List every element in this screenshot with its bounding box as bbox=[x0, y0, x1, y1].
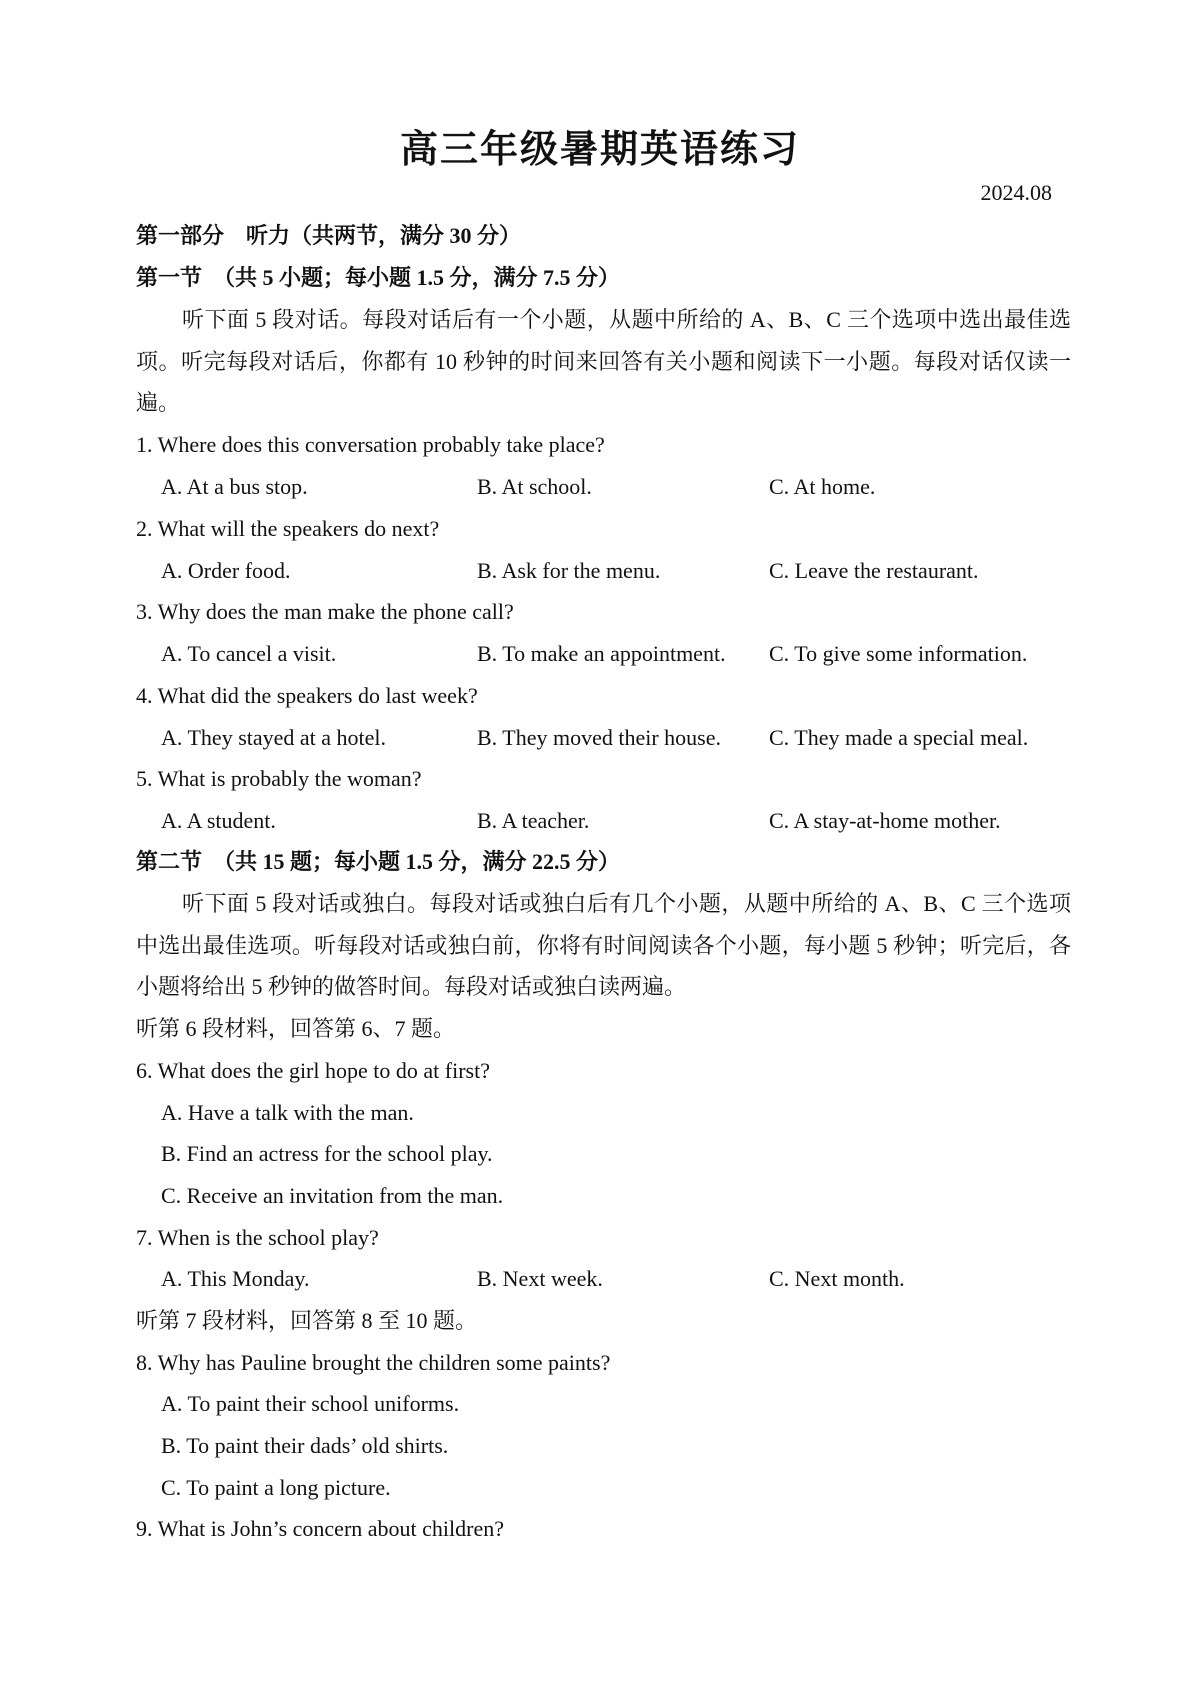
question-4: 4. What did the speakers do last week? bbox=[136, 683, 478, 708]
question-8-option-b: B. To paint their dads’ old shirts. bbox=[161, 1433, 449, 1458]
question-8-option-c: C. To paint a long picture. bbox=[161, 1475, 391, 1500]
part1-heading: 第一部分 听力（共两节，满分 30 分） bbox=[136, 223, 522, 248]
question-2-option-a: A. Order food. bbox=[161, 558, 291, 583]
question-2-option-c: C. Leave the restaurant. bbox=[769, 558, 979, 583]
question-1-option-b: B. At school. bbox=[477, 474, 592, 499]
question-5-option-c: C. A stay-at-home mother. bbox=[769, 808, 1001, 833]
page-title: 高三年级暑期英语练习 bbox=[399, 127, 800, 171]
question-7-option-c: C. Next month. bbox=[769, 1266, 905, 1291]
question-7-option-a: A. This Monday. bbox=[161, 1266, 310, 1291]
question-5-option-a: A. A student. bbox=[161, 808, 276, 833]
question-5: 5. What is probably the woman? bbox=[136, 766, 422, 791]
material-6-heading: 听第 6 段材料，回答第 6、7 题。 bbox=[136, 1016, 456, 1041]
question-1: 1. Where does this conversation probably take place? bbox=[136, 432, 605, 457]
material-7-heading: 听第 7 段材料，回答第 8 至 10 题。 bbox=[136, 1308, 478, 1333]
question-1-option-c: C. At home. bbox=[769, 474, 876, 499]
question-7-option-b: B. Next week. bbox=[477, 1266, 603, 1291]
section1-instructions: 听下面 5 段对话。每段对话后有一个小题，从题中所给的 A、B、C 三个选项中选出最佳选项。听完每段对话后，你都有 10 秒钟的时间来回答有关小题和阅读下一小题。每段对话仅读一遍。 bbox=[136, 307, 1071, 415]
question-7: 7. When is the school play? bbox=[136, 1225, 379, 1250]
question-4-option-c: C. They made a special meal. bbox=[769, 725, 1029, 750]
question-8: 8. Why has Pauline brought the children some paints? bbox=[136, 1350, 611, 1375]
question-3-option-a: A. To cancel a visit. bbox=[161, 641, 337, 666]
question-6: 6. What does the girl hope to do at first? bbox=[136, 1058, 490, 1083]
section2-heading: 第二节 （共 15 题；每小题 1.5 分，满分 22.5 分） bbox=[136, 849, 621, 874]
question-6-option-c: C. Receive an invitation from the man. bbox=[161, 1183, 504, 1208]
question-3-option-b: B. To make an appointment. bbox=[477, 641, 726, 666]
section1-heading: 第一节 （共 5 小题；每小题 1.5 分，满分 7.5 分） bbox=[136, 265, 621, 290]
question-4-option-b: B. They moved their house. bbox=[477, 725, 721, 750]
question-1-option-a: A. At a bus stop. bbox=[161, 474, 308, 499]
question-9: 9. What is John’s concern about children? bbox=[136, 1516, 504, 1541]
question-8-option-a: A. To paint their school uniforms. bbox=[161, 1391, 460, 1416]
section2-instructions: 听下面 5 段对话或独白。每段对话或独白后有几个小题，从题中所给的 A、B、C 三个选项中选出最佳选项。听每段对话或独白前，你将有时间阅读各个小题，每小题 5 秒钟；听完后，各小题将给出 5 秒钟的做答时间。每段对话或独白读两遍。 bbox=[136, 891, 1071, 999]
question-2-option-b: B. Ask for the menu. bbox=[477, 558, 661, 583]
question-2: 2. What will the speakers do next? bbox=[136, 516, 440, 541]
date: 2024.08 bbox=[980, 180, 1052, 205]
question-4-option-a: A. They stayed at a hotel. bbox=[161, 725, 387, 750]
question-3: 3. Why does the man make the phone call? bbox=[136, 599, 514, 624]
question-6-option-b: B. Find an actress for the school play. bbox=[161, 1141, 493, 1166]
question-5-option-b: B. A teacher. bbox=[477, 808, 590, 833]
question-6-option-a: A. Have a talk with the man. bbox=[161, 1100, 414, 1125]
question-3-option-c: C. To give some information. bbox=[769, 641, 1028, 666]
